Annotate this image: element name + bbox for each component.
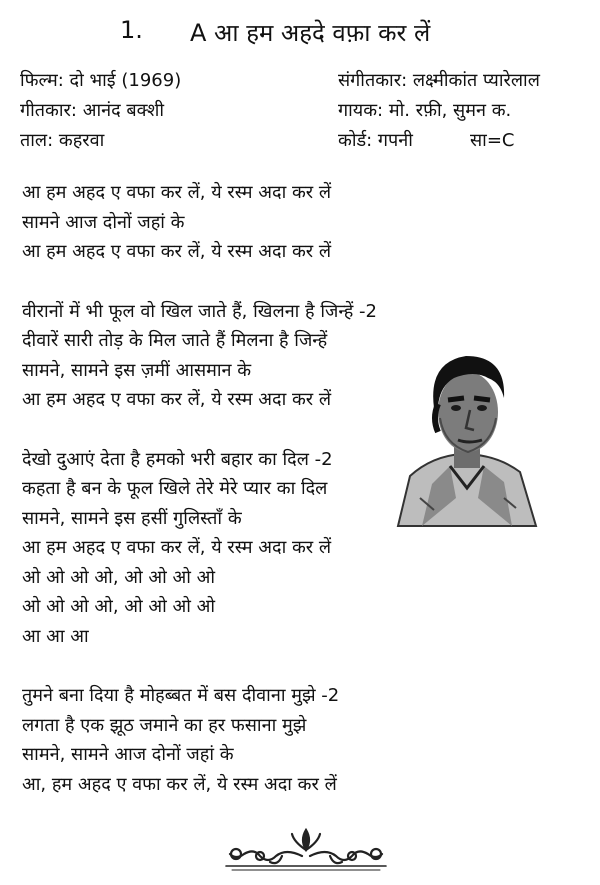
- lyric-line: आ हम अहद ए वफा कर लें, ये रस्म अदा कर लें: [22, 241, 332, 262]
- lyric-line: तुमने बना दिया है मोहब्बत में बस दीवाना मुझे -2: [22, 685, 340, 706]
- taal-info: ताल: कहरवा: [20, 130, 105, 151]
- lyric-line: ओ ओ ओ ओ, ओ ओ ओ ओ: [22, 596, 216, 617]
- lyric-line: दीवारें सारी तोड़ के मिल जाते हैं मिलना है जिन्हें: [22, 330, 328, 351]
- lyric-line: सामने, सामने इस हसीं गुलिस्ताँ के: [22, 507, 242, 529]
- lyric-line: आ हम अहद ए वफा कर लें, ये रस्म अदा कर लें: [22, 537, 332, 558]
- lyric-line: लगता है एक झूठ जमाने का हर फसाना मुझे: [22, 714, 307, 736]
- sa-info: सा=C: [470, 130, 515, 151]
- song-title-row: [0, 12, 600, 52]
- stanza: [22, 178, 412, 267]
- lyrics-body: [22, 178, 412, 829]
- lyric-line: देखो दुआएं देता है हमको भरी बहार का दिल -2: [22, 448, 333, 470]
- decorative-ornament: [222, 826, 390, 872]
- lyric-line: सामने, सामने आज दोनों जहां के: [22, 744, 234, 765]
- film-info: फिल्म: दो भाई (1969): [20, 70, 182, 91]
- stanza: [22, 681, 412, 799]
- lyric-line: आ हम अहद ए वफा कर लें, ये रस्म अदा कर लें: [22, 389, 332, 410]
- lyric-line: आ हम अहद ए वफा कर लें, ये रस्म अदा कर लें: [22, 182, 332, 203]
- chord-info: कोर्ड: गपनी: [338, 130, 413, 151]
- lyric-line: ओ ओ ओ ओ, ओ ओ ओ ओ: [22, 566, 216, 588]
- lyric-line: आ, हम अहद ए वफा कर लें, ये रस्म अदा कर लें: [22, 773, 337, 795]
- lyric-line: कहता है बन के फूल खिले तेरे मेरे प्यार का दिल: [22, 478, 328, 499]
- lyric-line: आ आ आ: [22, 625, 89, 647]
- stanza: [22, 445, 412, 652]
- composer-info: संगीतकार: लक्ष्मीकांत प्यारेलाल: [338, 70, 540, 91]
- lyricist-info: गीतकार: आनंद बक्शी: [20, 100, 165, 121]
- song-title: A आ हम अहदे वफ़ा कर लें: [190, 19, 431, 47]
- lyric-line: सामने, सामने इस ज़मीं आसमान के: [22, 359, 252, 381]
- lyric-line: वीरानों में भी फूल वो खिल जाते हैं, खिलना है जिन्हें -2: [22, 300, 377, 322]
- singer-info: गायक: मो. रफ़ी, सुमन क.: [338, 100, 512, 121]
- portrait-image: [392, 348, 540, 528]
- song-number: 1.: [120, 16, 143, 44]
- lyric-line: सामने आज दोनों जहां के: [22, 211, 185, 233]
- stanza: [22, 297, 412, 415]
